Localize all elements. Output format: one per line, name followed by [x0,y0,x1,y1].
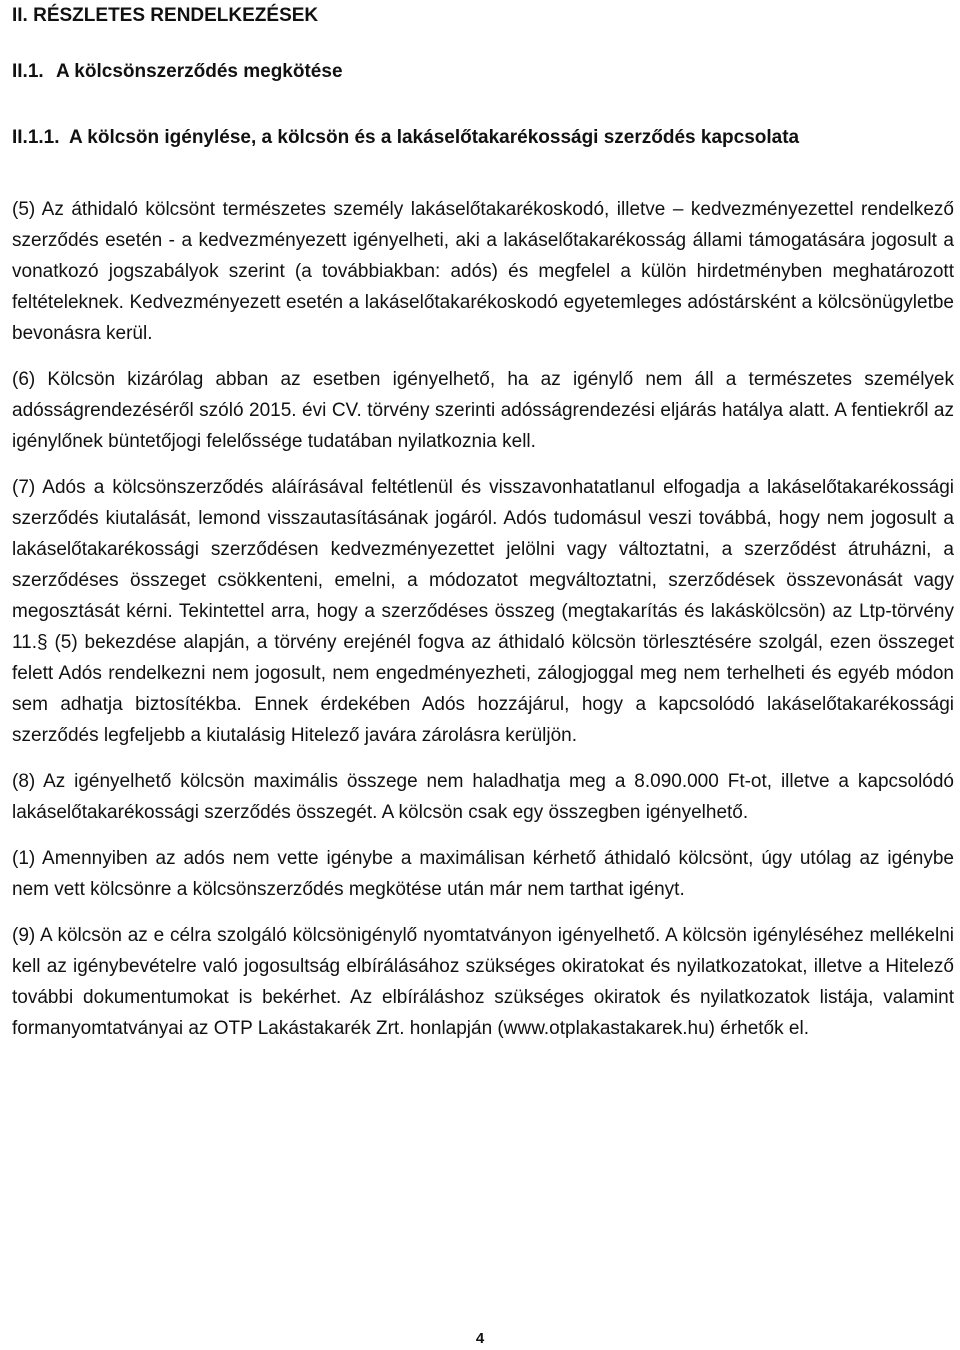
page-number: 4 [475,1330,485,1347]
paragraph-7: (7) Adós a kölcsönszerződés aláírásával feltétlenül és visszavonhatatlanul elfogadja a lakáselőtakarékossági szerződés kiutalását, lemond visszautasításának jogáról. Adós tudomásul veszi továbbá, hogy nem jogosult a lakáselőtakarékossági szerződésen kedvezményezettet jelölni vagy változtatni, a szerződést átruházni, a szerződéses összeget csökkenteni, emelni, a módozatot megváltoztatni, szerződések összevonását vagy megosztását kérni. Tekintettel arra, hogy a szerződéses összeg (megtakarítás és lakáskölcsön) az Ltp-törvény 11.§ (5) bekezdése alapján, a törvény erejénél fogva az áthidaló kölcsön törlesztésére szolgál, ezen összeget felett Adós rendelkezni nem jogosult, nem engedményezheti, zálogjoggal meg nem terhelheti és egyéb módon sem adhatja biztosítékba. Ennek érdekében Adós hozzájárul, hogy a kapcsolódó lakáselőtakarékossági szerződés legfeljebb a kiutalásig Hitelező javára zárolásra kerüljön. [12,477,954,746]
subsubsection-number: II.1.1. [12,127,60,148]
subsection-title: A kölcsönszerződés megkötése [56,61,343,82]
subsection-number: II.1. [12,61,44,82]
paragraph-8: (8) Az igényelhető kölcsön maximális összege nem haladhatja meg a 8.090.000 Ft-ot, illetve a kapcsolódó lakáselőtakarékossági szerződés összegét. A kölcsön csak egy összegben igényelhető. [12,771,954,823]
subsubsection-heading [12,124,954,152]
paragraph-6: (6) Kölcsön kizárólag abban az esetben igényelhető, ha az igénylő nem áll a természetes személyek adósságrendezéséről szóló 2015. évi CV. törvény szerinti adósságrendezési eljárás hatálya alatt. A fentiekről az igénylőnek büntetőjogi felelőssége tudatában nyilatkoznia kell. [12,369,954,452]
subsection-heading [12,60,343,84]
paragraph-5: (5) Az áthidaló kölcsönt természetes személy lakáselőtakarékoskodó, illetve – kedvezményezettel rendelkező szerződés esetén - a kedvezményezett igényelheti, aki a lakáselőtakarékosság állami támogatására jogosult a vonatkozó jogszabályok szerint (a továbbiakban: adós) és megfelel a külön hirdetményben meghatározott feltételeknek. Kedvezményezett esetén a lakáselőtakarékoskodó egyetemleges adóstársként a kölcsönügyletbe bevonásra kerül. [12,199,954,344]
body-text [12,194,954,1059]
paragraph-1: (1) Amennyiben az adós nem vette igénybe a maximálisan kérhető áthidaló kölcsönt, úgy utólag az igénybe nem vett kölcsönre a kölcsönszerződés megkötése után már nem tarthat igényt. [12,848,954,900]
document-page [12,0,954,1350]
paragraph-9: (9) A kölcsön az e célra szolgáló kölcsönigénylő nyomtatványon igényelhető. A kölcsön igényléséhez mellékelni kell az igénybevételre való jogosultság elbírálásához szükséges okiratokat és nyilatkozatokat, illetve a Hitelező további dokumentumokat is bekérhet. Az elbíráláshoz szükséges okiratok és nyilatkozatok listája, valamint formanyomtatványai az OTP Lakástakarék Zrt. honlapján (www.otplakastakarek.hu) érhetők el. [12,925,954,1039]
section-title: II. RÉSZLETES RENDELKEZÉSEK [12,5,319,26]
subsubsection-title: A kölcsön igénylése, a kölcsön és a lakáselőtakarékossági szerződés kapcsolata [69,127,800,148]
